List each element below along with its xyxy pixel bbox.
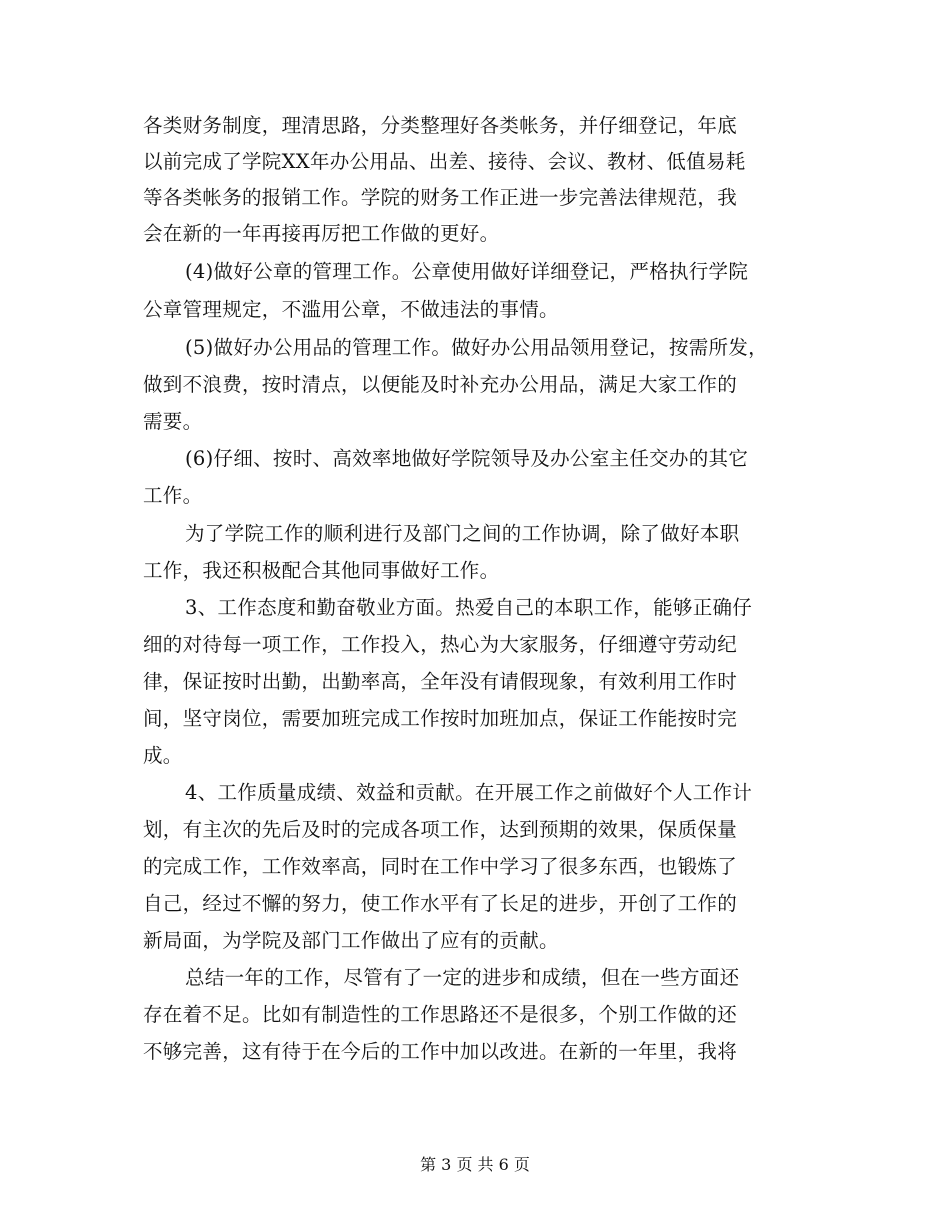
text-line: 等各类帐务的报销工作。学院的财务工作正进一步完善法律规范，我	[143, 186, 738, 209]
text-line: 不够完善，这有待于在今后的工作中加以改进。在新的一年里，我将	[143, 1040, 738, 1063]
text-line: 工作。	[143, 484, 203, 507]
paragraph-first-line: (5)做好办公用品的管理工作。做好办公用品领用登记，按需所发，	[185, 336, 768, 359]
text-line: 各类财务制度，理清思路，分类整理好各类帐务，并仔细登记，年底	[143, 114, 738, 137]
text-line: 律，保证按时出勤，出勤率高，全年没有请假现象，有效利用工作时	[143, 670, 738, 693]
text-line: 需要。	[143, 410, 203, 433]
page-number-footer: 第 3 页 共 6 页	[420, 1155, 530, 1174]
text-line: 细的对待每一项工作，工作投入，热心为大家服务，仔细遵守劳动纪	[143, 633, 738, 656]
text-line: 工作，我还积极配合其他同事做好工作。	[143, 559, 500, 582]
text-line: 新局面，为学院及部门工作做出了应有的贡献。	[143, 929, 559, 952]
text-line: 存在着不足。比如有制造性的工作思路还不是很多，个别工作做的还	[143, 1003, 738, 1026]
paragraph-first-line: 4、工作质量成绩、效益和贡献。在开展工作之前做好个人工作计	[185, 781, 753, 804]
paragraph-first-line: 总结一年的工作，尽管有了一定的进步和成绩，但在一些方面还	[185, 966, 740, 989]
text-line: 划，有主次的先后及时的完成各项工作，达到预期的效果，保质保量	[143, 818, 738, 841]
text-line: 做到不浪费，按时清点，以便能及时补充办公用品，满足大家工作的	[143, 373, 738, 396]
text-line: 会在新的一年再接再厉把工作做的更好。	[143, 222, 500, 245]
text-line: 成。	[143, 744, 183, 767]
paragraph-first-line: (4)做好公章的管理工作。公章使用做好详细登记，严格执行学院	[185, 260, 749, 283]
text-line: 公章管理规定，不滥用公章，不做违法的事情。	[143, 298, 559, 321]
text-line: 自己，经过不懈的努力，使工作水平有了长足的进步，开创了工作的	[143, 892, 738, 915]
text-line: 以前完成了学院XX年办公用品、出差、接待、会议、教材、低值易耗	[143, 150, 746, 173]
text-line: 间，坚守岗位，需要加班完成工作按时加班加点，保证工作能按时完	[143, 707, 738, 730]
paragraph-first-line: 为了学院工作的顺利进行及部门之间的工作协调，除了做好本职	[185, 522, 740, 545]
text-line: 的完成工作，工作效率高，同时在工作中学习了很多东西，也锻炼了	[143, 855, 738, 878]
paragraph-first-line: (6)仔细、按时、高效率地做好学院领导及办公室主任交办的其它	[185, 447, 749, 470]
paragraph-first-line: 3、工作态度和勤奋敬业方面。热爱自己的本职工作，能够正确仔	[185, 596, 753, 619]
